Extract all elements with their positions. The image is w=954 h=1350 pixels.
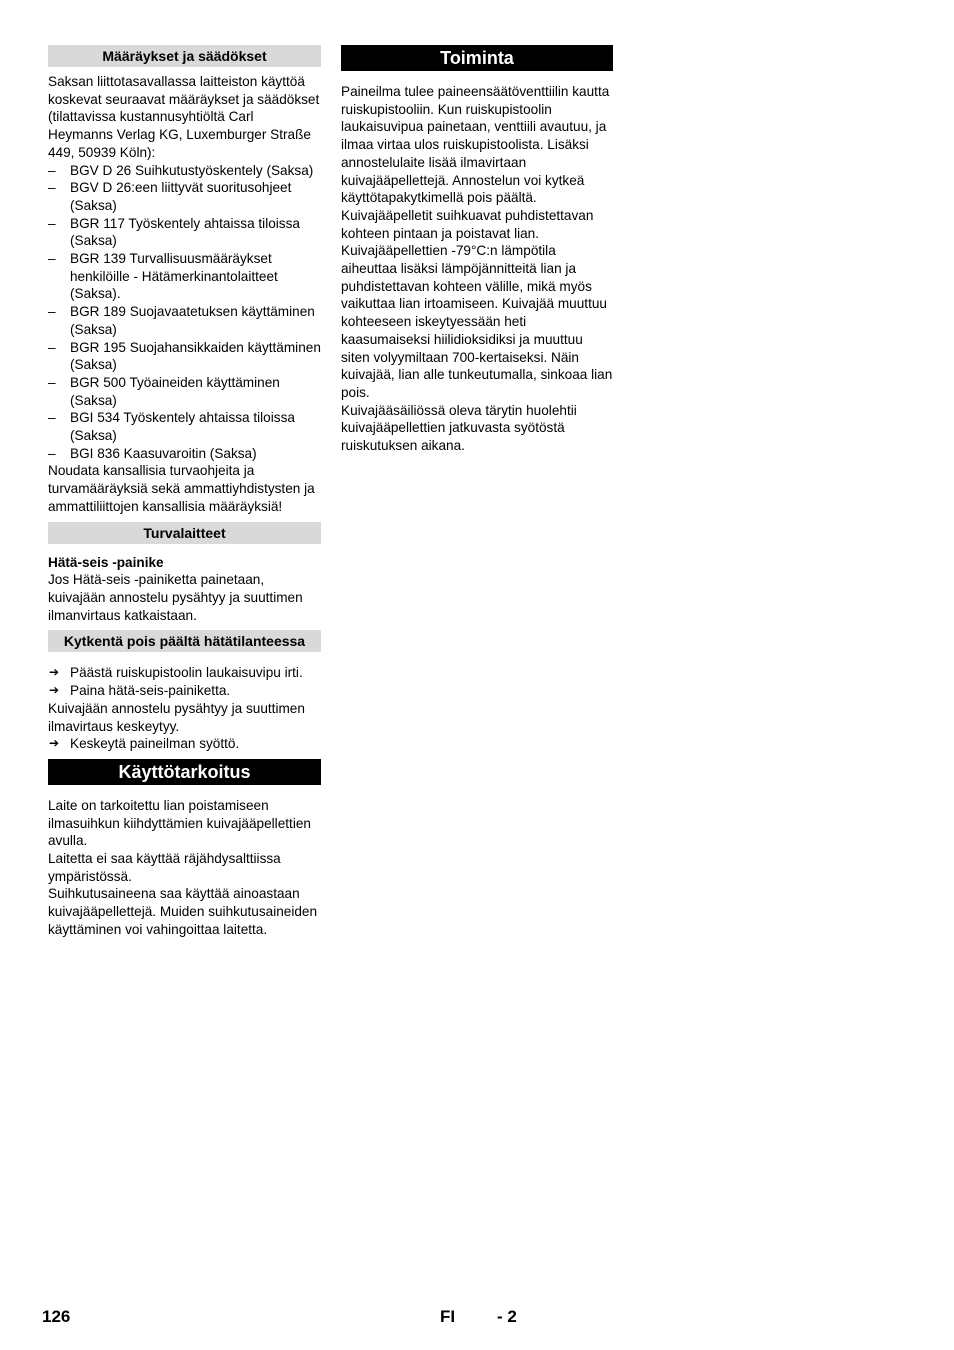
list-item: – BGR 195 Suojahansikkaiden käyttäminen (Saksa) xyxy=(48,339,321,373)
arrow-icon: ➔ xyxy=(49,665,60,680)
list-item: – BGI 534 Työskentely ahtaissa tiloissa (Saksa) xyxy=(48,410,295,444)
page-number: 126 xyxy=(42,1307,71,1326)
arrow-icon: ➔ xyxy=(49,736,60,751)
emergency-step-3: ➔ Keskeytä paineilman syöttö. xyxy=(49,736,240,752)
arrow-icon: ➔ xyxy=(49,683,60,698)
emergency-stop-text: Jos Hätä-seis -painiketta painetaan, kuivajään annostelu pysähtyy ja suuttimen ilmanvirtaus katkaistaan. xyxy=(48,572,303,623)
left-column xyxy=(48,45,321,939)
regulations-intro: Saksan liittotasavallassa laitteiston käyttöä koskevat seuraavat määräykset ja säädökset (tilattavissa kustannusyhtiöltä Carl Heymanns Verlag KG, Luxemburger Straße 449, 50939 Köln): xyxy=(48,74,320,160)
emergency-result-text: Kuivajään annostelu pysähtyy ja suuttimen ilmavirtaus keskeytyy. xyxy=(48,700,305,734)
safety-devices-heading: Turvalaitteet xyxy=(48,522,321,544)
function-heading: Toiminta xyxy=(341,45,613,71)
language-code: FI xyxy=(440,1307,456,1326)
list-item: – BGR 189 Suojavaatetuksen käyttäminen (Saksa) xyxy=(48,304,315,337)
dash-marker: – xyxy=(48,339,56,355)
emergency-stop-subheading: Hätä-seis -painike xyxy=(48,554,164,570)
intended-use-p1: Laite on tarkoitettu lian poistamiseen ilmasuihkun kiihdyttämien kuivajääpellettien avulla. xyxy=(48,797,311,849)
function-p1: Paineilma tulee paineensäätöventtiilin kautta ruiskupistooliin. Kun ruiskupistoolin laukaisuvipua painetaan, venttiili avautuu, ja ilmaa virtaa ulos ruiskupistoolista. Lisäksi annostelulaite lisää ilmavirtaan kuivajääpellettejä. Annostelun voi kytkeä käyttötapakytkimellä pois päältä. Kuivajääpelletit suihkuavat puhdistettavan kohteen pintaan ja poistavat lian. Kuivajääpellettien -79°C:n lämpötila aiheuttaa lisäksi lämpöjännitteitä lian ja puhdistettavan kohteen välille, mikä myös vaikuttaa lian irtoamiseen. Kuivajää muuttuu kohteeseen iskeytyessään heti kaasumaiseksi hiilidioksidiksi ja muuttuu siten volyymiltaan 700-kertaiseksi. Näin kuivajää, lian alle tunkeutumalla, sinkoaa lian pois. xyxy=(341,84,613,400)
list-item: – BGV D 26:een liittyvät suoritusohjeet (Saksa) xyxy=(48,180,292,213)
regulations-list xyxy=(48,162,321,463)
dash-marker: – xyxy=(48,304,56,320)
dash-marker: – xyxy=(48,180,56,196)
list-item: – BGR 500 Työaineiden käyttäminen (Saksa) xyxy=(48,374,280,408)
dash-marker: – xyxy=(48,374,56,390)
emergency-shutdown-heading: Kytkentä pois päältä hätätilanteessa xyxy=(48,630,321,652)
dash-marker: – xyxy=(48,162,56,178)
regulations-heading: Määräykset ja säädökset xyxy=(48,45,321,67)
list-item: – BGR 117 Työskentely ahtaissa tiloissa (Saksa) xyxy=(48,215,300,249)
right-column xyxy=(341,45,613,455)
list-item: – BGR 139 Turvallisuusmääräykset henkilöille - Hätämerkinantolaitteet (Saksa). xyxy=(48,251,278,302)
section-number: - 2 xyxy=(497,1307,517,1326)
list-item: – BGI 836 Kaasuvaroitin (Saksa) xyxy=(48,445,257,461)
dash-marker: – xyxy=(48,215,56,231)
emergency-step-1: ➔ Päästä ruiskupistoolin laukaisuvipu irti. xyxy=(49,665,303,681)
dash-marker: – xyxy=(48,410,56,426)
function-p2: Kuivajääsäiliössä oleva tärytin huolehtii kuivajääpellettien jatkuvasta syötöstä ruiskutuksen aikana. xyxy=(341,402,577,454)
intended-use-heading: Käyttötarkoitus xyxy=(48,759,321,785)
emergency-step-2: ➔ Paina hätä-seis-painiketta. xyxy=(49,683,231,699)
dash-marker: – xyxy=(48,251,56,267)
intended-use-p3: Suihkutusaineena saa käyttää ainoastaan kuivajääpellettejä. Muiden suihkutusaineiden käyttäminen voi vahingoittaa laitetta. xyxy=(48,886,318,937)
intended-use-p2: Laitetta ei saa käyttää räjähdysalttiissa ympäristössä. xyxy=(48,851,281,884)
regulations-outro: Noudata kansallisia turvaohjeita ja turvamääräyksiä sekä ammattiyhdistysten ja ammattiliittojen kansallisia määräyksiä! xyxy=(48,463,315,514)
list-item: – BGV D 26 Suihkutustyöskentely (Saksa) xyxy=(48,162,314,178)
dash-marker: – xyxy=(48,445,56,461)
